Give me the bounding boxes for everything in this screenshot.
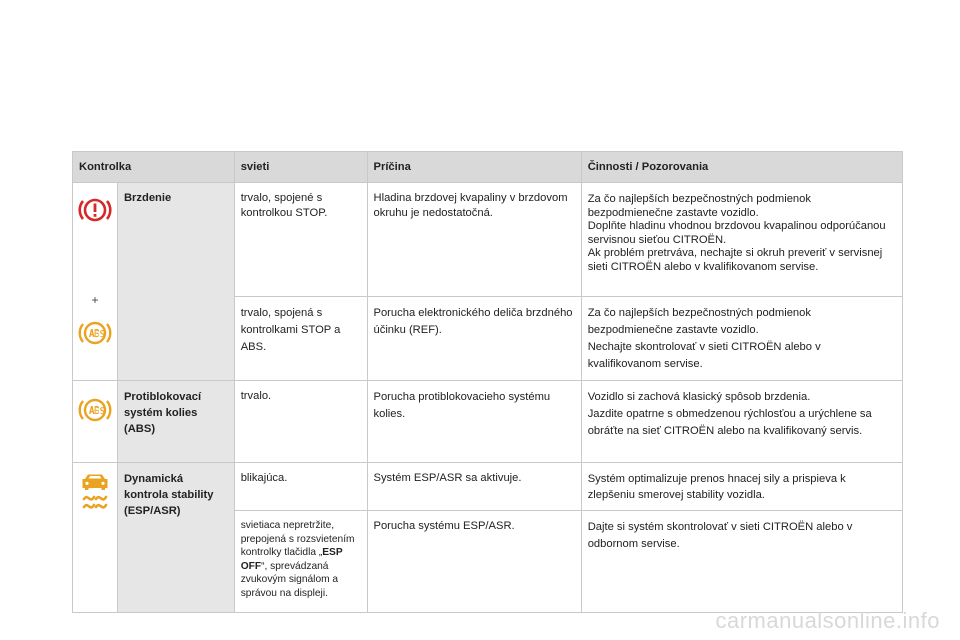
- header-action: Činnosti / Pozorovania: [581, 152, 902, 183]
- plus-sign: +: [91, 293, 99, 307]
- esp-cause-a: Systém ESP/ASR sa aktivuje.: [367, 463, 581, 511]
- brake-action-a: [581, 183, 902, 297]
- brake-action-b: [581, 297, 902, 381]
- esp-cause-b: Porucha systému ESP/ASR.: [367, 511, 581, 613]
- brake-action-b-2: Nechajte skontrolovať v sieti CITROËN alebo v kvalifikovanom servise.: [587, 341, 821, 370]
- header-state: svieti: [234, 152, 367, 183]
- table-header-row: [73, 152, 903, 183]
- header-indicator: Kontrolka: [73, 152, 235, 183]
- esp-name: Dynamická kontrola stability (ESP/ASR): [117, 463, 234, 613]
- abs-cause: Porucha protiblokovacieho systému kolies.: [367, 381, 581, 463]
- brake-icon-cell: [73, 183, 118, 381]
- esp-off-label: ESP OFF: [240, 547, 343, 572]
- brake-action-a-3: Ak problém pretrváva, nechajte si okruh preveriť v servisnej sieti CITROËN alebo v kvalifikovanom servise.: [587, 247, 883, 273]
- brake-action-a-2: Doplňte hladinu vhodnou brzdovou kvapalinou odporúčanou servisnou sieťou CITROËN.: [587, 220, 886, 246]
- esp-state-b-1: svietiaca nepretržite, prepojená s rozsvietením kontrolky tlačidla „: [240, 520, 355, 558]
- brake-state-b: trvalo, spojená s kontrolkami STOP a ABS.: [234, 297, 367, 381]
- esp-action-a: Systém optimalizuje prenos hnacej sily a prispieva k zlepšeniu smerovej stability vozidla.: [581, 463, 902, 511]
- abs-action-2: Jazdite opatrne s obmedzenou rýchlosťou a urýchlene sa obráťte na sieť CITROËN alebo na kvalifikovaný servis.: [587, 408, 872, 437]
- esp-state-b-2: “, sprevádzaná zvukovým signálom a správou na displeji.: [240, 560, 339, 599]
- brake-action-b-1: Za čo najlepších bezpečnostných podmienok bezpodmienečne zastavte vozidlo.: [587, 307, 811, 336]
- brake-cause-a: Hladina brzdovej kvapaliny v brzdovom okruhu je nedostatočná.: [367, 183, 581, 297]
- brake-state-a: trvalo, spojené s kontrolkou STOP.: [234, 183, 367, 297]
- abs-name: Protiblokovací systém kolies (ABS): [117, 381, 234, 463]
- brake-name: Brzdenie: [117, 183, 234, 381]
- brake-action-a-1: Za čo najlepších bezpečnostných podmienok bezpodmienečne zastavte vozidlo.: [587, 193, 811, 219]
- abs-state: trvalo.: [234, 381, 367, 463]
- esp-icon-cell: [73, 463, 118, 613]
- table-row: [73, 183, 903, 297]
- warning-lights-table: [72, 151, 903, 613]
- abs-icon: [78, 318, 112, 348]
- abs-icon: [78, 395, 112, 425]
- brake-cause-b: Porucha elektronického deliča brzdného účinku (REF).: [367, 297, 581, 381]
- esp-state-a: blikajúca.: [234, 463, 367, 511]
- esp-action-b: Dajte si systém skontrolovať v sieti CITROËN alebo v odbornom servise.: [581, 511, 902, 613]
- table-row: [73, 463, 903, 511]
- brake-warning-icon: [78, 195, 112, 225]
- watermark: carmanualsonline.info: [715, 608, 940, 633]
- abs-action-1: Vozidlo si zachová klasický spôsob brzdenia.: [587, 391, 811, 403]
- esp-state-b: [234, 511, 367, 613]
- header-cause: Príčina: [367, 152, 581, 183]
- table-row: [73, 381, 903, 463]
- abs-icon-cell: [73, 381, 118, 463]
- abs-action: [581, 381, 902, 463]
- esp-skid-icon: [78, 473, 112, 511]
